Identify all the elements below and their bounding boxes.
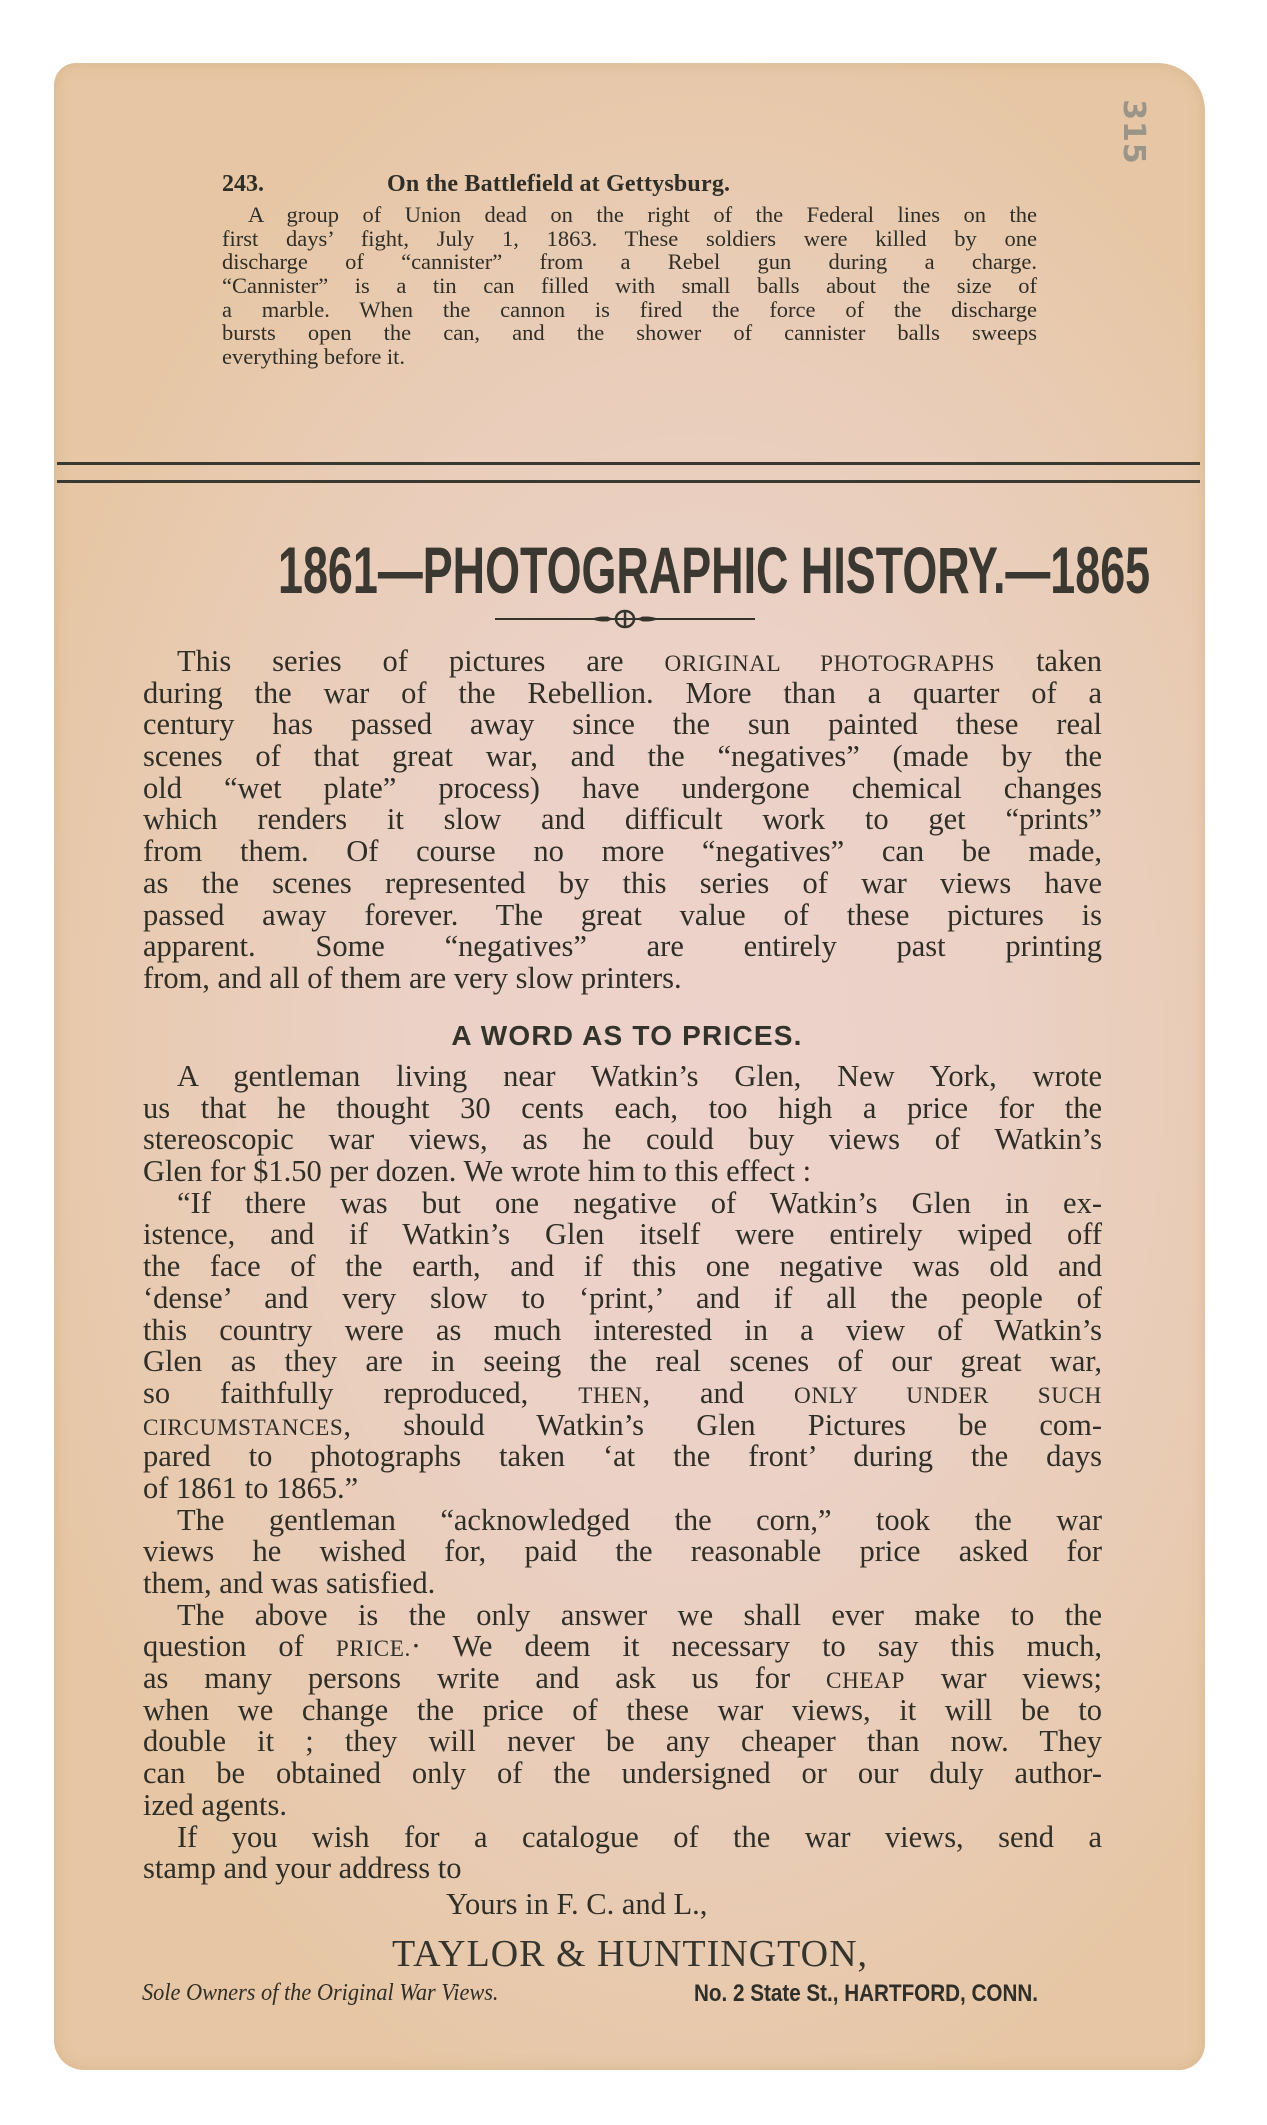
text-segment: so faithfully reproduced,	[143, 1375, 579, 1410]
text-line	[143, 1156, 1102, 1188]
text-segment: A gentleman living near Watkin’s Glen, New York, wrote	[177, 1059, 1102, 1093]
text-line	[143, 1375, 1102, 1410]
text-segment: of 1861 to 1865.”	[143, 1470, 359, 1505]
text-line	[143, 770, 1102, 805]
text-segment: first days’ fight, July 1, 1863. These soldiers were killed by one	[222, 225, 1037, 251]
text-segment: from them. Of course no more “negatives” can be made,	[143, 834, 1102, 869]
text-segment: If you wish for a catalogue of the war views, send a	[177, 1819, 1102, 1854]
ornament-flourish-icon	[495, 608, 755, 630]
text-segment: bursts open the can, and the shower of cannister balls sweeps	[222, 320, 1037, 346]
text-segment: scenes of that great war, and the “negatives” (made by the	[143, 739, 1102, 774]
text-segment: us that he thought 30 cents each, too high a price for the	[143, 1090, 1102, 1125]
prices-section	[143, 1061, 1102, 1885]
intro-paragraph	[143, 646, 1102, 995]
section-heading-prices: A WORD AS TO PRICES.	[451, 1020, 803, 1051]
text-segment: The above is the only answer we shall ever make to the	[177, 1597, 1102, 1632]
text-line	[143, 741, 1102, 773]
small-caps-text: THEN	[578, 1382, 643, 1409]
text-segment: The gentleman “acknowledged the corn,” took the war	[177, 1502, 1102, 1537]
text-segment: , and	[642, 1375, 794, 1410]
text-segment: stamp and your address to	[143, 1851, 462, 1886]
text-line	[143, 1631, 1102, 1663]
text-segment: A group of Union dead on the right of the Federal lines on the	[248, 202, 1037, 227]
text-line	[143, 1407, 1102, 1442]
text-segment: This series of pictures are	[177, 644, 665, 678]
text-segment: war views;	[904, 1661, 1102, 1696]
text-segment: double it ; they will never be any cheaper than now. They	[143, 1724, 1102, 1759]
text-segment: , should Watkin’s Glen Pictures be com-	[343, 1407, 1102, 1442]
text-line	[143, 1470, 1102, 1505]
text-line	[143, 1346, 1102, 1378]
text-line	[143, 897, 1102, 932]
text-segment: during the war of the Rebellion. More than a quarter of a	[143, 675, 1102, 710]
text-segment: views he wished for, paid the reasonable price asked for	[143, 1534, 1102, 1569]
text-line	[143, 960, 1102, 995]
text-line	[222, 321, 1037, 345]
publisher-address: No. 2 State St., HARTFORD, CONN.	[694, 1980, 1039, 2007]
text-line	[143, 1251, 1102, 1283]
text-line	[143, 804, 1102, 836]
text-segment: when we change the price of these war views, it will be to	[143, 1692, 1102, 1727]
text-segment: “If there was but one negative of Watkin’s Glen in ex-	[177, 1185, 1102, 1220]
text-segment: istence, and if Watkin’s Glen itself were entirely wiped off	[143, 1217, 1102, 1252]
text-segment: from, and all of them are very slow printers.	[143, 960, 682, 995]
text-segment: stereoscopic war views, as he could buy views of Watkin’s	[143, 1122, 1102, 1157]
text-segment: can be obtained only of the undersigned or our duly author-	[143, 1756, 1102, 1791]
divider-rule-top	[57, 462, 1200, 465]
text-line	[143, 1124, 1102, 1156]
divider-rule-bottom	[57, 480, 1200, 483]
small-caps-text: CIRCUMSTANCES	[143, 1414, 344, 1441]
text-line	[143, 836, 1102, 868]
text-segment: Glen as they are in seeing the real scenes of our great war,	[143, 1344, 1102, 1379]
text-line	[143, 675, 1102, 710]
text-line	[143, 931, 1102, 963]
text-line	[143, 709, 1102, 741]
page-heading: 1861—PHOTOGRAPHIC HISTORY.—1865	[278, 533, 1151, 607]
pencil-inventory-mark: 315	[1116, 99, 1151, 165]
text-segment: passed away forever. The great value of these pictures is	[143, 897, 1102, 932]
text-line	[143, 1502, 1102, 1537]
text-line	[222, 250, 1037, 274]
text-segment: as the scenes represented by this series of war views have	[143, 865, 1102, 900]
text-segment: pared to photographs taken ‘at the front’ during the days	[143, 1439, 1102, 1474]
text-segment: apparent. Some “negatives” are entirely past printing	[143, 929, 1102, 964]
text-line	[143, 1312, 1102, 1347]
text-segment: century has passed away since the sun painted these real	[143, 707, 1102, 742]
text-line	[143, 1536, 1102, 1568]
text-line	[143, 1090, 1102, 1125]
text-line	[143, 1758, 1102, 1790]
text-line	[222, 298, 1037, 322]
text-segment: which renders it slow and difficult work to get “prints”	[143, 802, 1102, 837]
text-line	[143, 1853, 1102, 1885]
publisher-name: TAYLOR & HUNTINGTON,	[391, 1933, 869, 1975]
text-segment: everything before it.	[222, 344, 406, 370]
text-segment: the face of the earth, and if this one negative was old and	[143, 1249, 1102, 1284]
text-line	[222, 274, 1037, 298]
text-line	[143, 1568, 1102, 1600]
text-line	[143, 1219, 1102, 1251]
text-segment: ‘dense’ and very slow to ‘print,’ and if all the people of	[143, 1280, 1102, 1315]
publisher-tagline: Sole Owners of the Original War Views.	[142, 1980, 499, 2006]
text-line	[143, 1787, 1102, 1822]
view-title: On the Battlefield at Gettysburg.	[387, 171, 731, 197]
small-caps-text: ORIGINAL PHOTOGRAPHS	[664, 651, 996, 677]
text-line	[222, 227, 1037, 251]
text-segment: old “wet plate” process) have undergone chemical changes	[143, 770, 1102, 805]
text-segment: “Cannister” is a tin can filled with small balls about the size of	[222, 273, 1037, 299]
text-line	[143, 1597, 1102, 1632]
text-line	[143, 1726, 1102, 1758]
view-number: 243.	[222, 171, 264, 197]
text-line	[143, 1441, 1102, 1473]
text-segment: them, and was satisfied.	[143, 1566, 436, 1600]
text-segment: as many persons write and ask us for	[143, 1661, 827, 1696]
text-segment: question of	[143, 1629, 336, 1664]
text-line	[143, 1061, 1102, 1093]
text-segment: discharge of “cannister” from a Rebel gun during a charge.	[222, 249, 1037, 275]
text-line	[143, 865, 1102, 900]
small-caps-text: ONLY UNDER SUCH	[793, 1382, 1102, 1409]
text-line	[143, 1692, 1102, 1727]
small-caps-text: CHEAP	[826, 1668, 905, 1695]
closing-salutation: Yours in F. C. and L.,	[446, 1887, 708, 1921]
text-segment: ized agents.	[143, 1787, 287, 1822]
view-description	[222, 203, 1037, 369]
text-segment: this country were as much interested in a view of Watkin’s	[143, 1312, 1102, 1347]
text-segment: taken	[995, 644, 1102, 678]
text-line	[143, 1280, 1102, 1315]
text-segment: · We deem it necessary to say this much,	[410, 1629, 1102, 1664]
text-line	[143, 1819, 1102, 1854]
text-line	[143, 1663, 1102, 1695]
text-line	[222, 345, 1037, 369]
text-line	[222, 203, 1037, 227]
text-segment: a marble. When the cannon is fired the force of the discharge	[222, 296, 1037, 322]
text-segment: Glen for $1.50 per dozen. We wrote him to this effect :	[143, 1154, 812, 1189]
small-caps-text: PRICE.	[335, 1636, 411, 1663]
text-line	[143, 646, 1102, 678]
text-line	[143, 1185, 1102, 1220]
